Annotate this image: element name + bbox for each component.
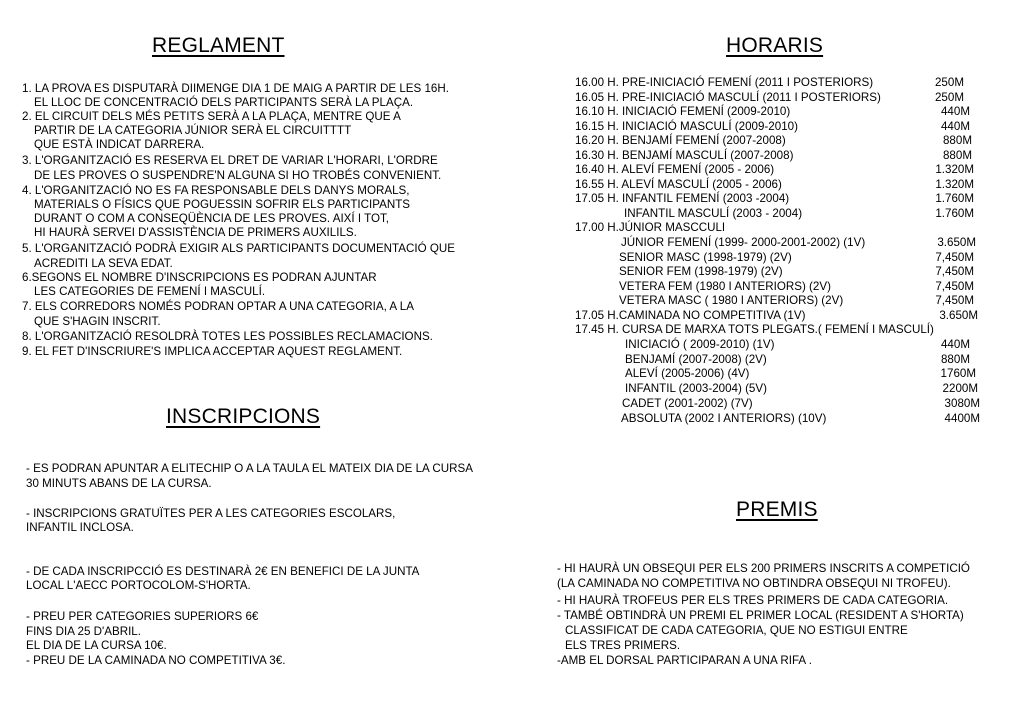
horaris-row-text: SENIOR FEM (1998-1979) (2V) xyxy=(619,265,783,278)
inscripcions-line: FINS DIA 25 D'ABRIL. xyxy=(26,625,141,638)
premis-line: - TAMBÉ OBTINDRÀ UN PREMI EL PRIMER LOCAL (RESIDENT A S'HORTA) xyxy=(557,609,964,622)
horaris-row-text: ALEVÍ (2005-2006) (4V) xyxy=(625,367,750,380)
reglament-line: 2. EL CIRCUIT DELS MÉS PETITS SERÀ A LA PLAÇA, MENTRE QUE A xyxy=(22,110,401,123)
horaris-row-text: VETERA MASC ( 1980 I ANTERIORS) (2V) xyxy=(619,294,844,307)
horaris-row-distance: 3.650M xyxy=(937,236,976,249)
reglament-line: 6.SEGONS EL NOMBRE D'INSCRIPCIONS ES PODRAN AJUNTAR xyxy=(22,271,377,284)
premis-line: (LA CAMINADA NO COMPETITIVA NO OBTINDRA OBSEQUI NI TROFEU). xyxy=(557,577,951,590)
horaris-row-distance: 1.760M xyxy=(935,192,974,205)
premis-title: PREMIS xyxy=(736,498,818,521)
horaris-row-text: JÚNIOR FEMENÍ (1999- 2000-2001-2002) (1V) xyxy=(621,236,866,249)
horaris-row-distance: 4400M xyxy=(944,412,980,425)
horaris-row-distance: 7,450M xyxy=(935,265,974,278)
reglament-line: DE LES PROVES O SUSPENDRE'N ALGUNA SI HO TROBÉS CONVENIENT. xyxy=(34,169,442,182)
horaris-row-text: 16.00 H. PRE-INICIACIÓ FEMENÍ (2011 I POSTERIORS) xyxy=(575,76,874,89)
reglament-line: MATERIALS O FÍSICS QUE POGUESSIN SOFRIR ELS PARTICIPANTS xyxy=(34,198,411,211)
reglament-line: QUE S'HAGIN INSCRIT. xyxy=(34,315,161,328)
reglament-line: PARTIR DE LA CATEGORIA JÚNIOR SERÀ EL CIRCUITTTT xyxy=(34,124,352,137)
horaris-row-distance: 440M xyxy=(940,338,970,351)
horaris-row-text: 16.15 H. INICIACIÓ MASCULÍ (2009-2010) xyxy=(575,120,798,133)
horaris-row-distance: 250M xyxy=(934,76,964,89)
reglament-line: 1. LA PROVA ES DISPUTARÀ DIIMENGE DIA 1 DE MAIG A PARTIR DE LES 16H. xyxy=(22,82,449,95)
horaris-row-distance: 1.760M xyxy=(935,207,974,220)
horaris-row-text: 17.45 H. CURSA DE MARXA TOTS PLEGATS.( FEMENÍ I MASCULÍ) xyxy=(575,323,934,336)
inscripcions-line: EL DIA DE LA CURSA 10€. xyxy=(26,639,167,652)
inscripcions-line: - INSCRIPCIONS GRATUÏTES PER A LES CATEGORIES ESCOLARS, xyxy=(26,507,396,520)
horaris-row-text: SENIOR MASC (1998-1979) (2V) xyxy=(619,251,792,264)
premis-line: ELS TRES PRIMERS. xyxy=(565,639,681,652)
reglament-line: 8. L'ORGANITZACIÓ RESOLDRÀ TOTES LES POSSIBLES RECLAMACIONS. xyxy=(22,330,433,343)
inscripcions-line: 30 MINUTS ABANS DE LA CURSA. xyxy=(26,477,212,490)
inscripcions-title: INSCRIPCIONS xyxy=(166,405,321,428)
horaris-row-text: INFANTIL (2003-2004) (5V) xyxy=(625,382,767,395)
premis-line: -AMB EL DORSAL PARTICIPARAN A UNA RIFA . xyxy=(557,654,812,667)
horaris-row-distance: 7,450M xyxy=(935,280,974,293)
horaris-row-distance: 7,450M xyxy=(935,251,974,264)
horaris-row-distance: 440M xyxy=(940,105,970,118)
horaris-row-distance: 440M xyxy=(940,120,970,133)
inscripcions-line: - PREU DE LA CAMINADA NO COMPETITIVA 3€. xyxy=(26,654,286,667)
horaris-row-text: INICIACIÓ ( 2009-2010) (1V) xyxy=(625,338,775,351)
horaris-row-distance: 1.320M xyxy=(935,178,974,191)
inscripcions-line: - DE CADA INSCRIPCCIÓ ES DESTINARÀ 2€ EN BENEFICI DE LA JUNTA xyxy=(26,565,420,578)
horaris-row-text: VETERA FEM (1980 I ANTERIORS) (2V) xyxy=(619,280,831,293)
reglament-line: LES CATEGORIES DE FEMENÍ I MASCULÍ. xyxy=(34,285,266,298)
horaris-row-text: 16.10 H. INICIACIÓ FEMENÍ (2009-2010) xyxy=(575,105,791,118)
premis-line: - HI HAURÀ TROFEUS PER ELS TRES PRIMERS DE CADA CATEGORIA. xyxy=(557,594,949,607)
horaris-row-text: ABSOLUTA (2002 I ANTERIORS) (10V) xyxy=(621,412,827,425)
horaris-row-text: 17.00 H.JÚNIOR MASCCULI xyxy=(575,221,726,234)
reglament-line: 4. L'ORGANITZACIÓ NO ES FA RESPONSABLE DELS DANYS MORALS, xyxy=(22,184,410,197)
horaris-row-distance: 3080M xyxy=(944,397,980,410)
horaris-row-distance: 2200M xyxy=(942,382,978,395)
horaris-row-distance: 3.650M xyxy=(939,309,978,322)
horaris-row-text: BENJAMÍ (2007-2008) (2V) xyxy=(625,353,767,366)
inscripcions-line: LOCAL L'AECC PORTOCOLOM-S'HORTA. xyxy=(26,579,251,592)
horaris-row-distance: 880M xyxy=(942,134,972,147)
reglament-line: HI HAURÀ SERVEI D'ASSISTÈNCIA DE PRIMERS AUXILILS. xyxy=(34,226,357,239)
premis-line: CLASSIFICAT DE CADA CATEGORIA, QUE NO ESTIGUI ENTRE xyxy=(565,624,908,637)
inscripcions-line: - PREU PER CATEGORIES SUPERIORS 6€ xyxy=(26,610,259,623)
premis-line: - HI HAURÀ UN OBSEQUI PER ELS 200 PRIMERS INSCRITS A COMPETICIÓ xyxy=(557,562,970,575)
reglament-line: 9. EL FET D'INSCRIURE'S IMPLICA ACCEPTAR AQUEST REGLAMENT. xyxy=(22,345,403,358)
horaris-row-text: 16.55 H. ALEVÍ MASCULÍ (2005 - 2006) xyxy=(575,178,782,191)
horaris-row-distance: 250M xyxy=(934,91,964,104)
horaris-row-text: 16.20 H. BENJAMÍ FEMENÍ (2007-2008) xyxy=(575,134,786,147)
horaris-row-distance: 7,450M xyxy=(935,294,974,307)
horaris-row-text: 16.30 H. BENJAMÍ MASCULÍ (2007-2008) xyxy=(575,149,794,162)
horaris-row-text: 17.05 H. INFANTIL FEMENÍ (2003 -2004) xyxy=(575,192,790,205)
horaris-row-text: 16.40 H. ALEVÍ FEMENÍ (2005 - 2006) xyxy=(575,163,775,176)
horaris-title: HORARIS xyxy=(726,34,824,57)
horaris-row-text: 17.05 H.CAMINADA NO COMPETITIVA (1V) xyxy=(575,309,806,322)
reglament-line: EL LLOC DE CONCENTRACIÓ DELS PARTICIPANTS SERÀ LA PLAÇA. xyxy=(34,96,414,109)
reglament-line: 5. L'ORGANITZACIÓ PODRÀ EXIGIR ALS PARTICIPANTS DOCUMENTACIÓ QUE xyxy=(22,242,455,255)
reglament-line: ACREDITI LA SEVA EDAT. xyxy=(34,257,173,270)
horaris-row-distance: 880M xyxy=(940,353,970,366)
inscripcions-line: - ES PODRAN APUNTAR A ELITECHIP O A LA TAULA EL MATEIX DIA DE LA CURSA xyxy=(26,462,473,475)
inscripcions-line: INFANTIL INCLOSA. xyxy=(26,521,134,534)
horaris-row-distance: 1.320M xyxy=(935,163,974,176)
reglament-title: REGLAMENT xyxy=(152,34,285,57)
reglament-line: 3. L'ORGANITZACIÓ ES RESERVA EL DRET DE VARIAR L'HORARI, L'ORDRE xyxy=(22,154,438,167)
horaris-row-distance: 880M xyxy=(942,149,972,162)
reglament-line: QUE ESTÀ INDICAT DARRERA. xyxy=(34,138,205,151)
horaris-row-text: CADET (2001-2002) (7V) xyxy=(622,397,753,410)
horaris-row-text: 16.05 H. PRE-INICIACIÓ MASCULÍ (2011 I POSTERIORS) xyxy=(575,91,881,104)
reglament-line: DURANT O COM A CONSEQÜÈNCIA DE LES PROVES. AIXÍ I TOT, xyxy=(34,212,389,225)
reglament-line: 7. ELS CORREDORS NOMÉS PODRAN OPTAR A UNA CATEGORIA, A LA xyxy=(22,300,414,313)
horaris-row-text: INFANTIL MASCULÍ (2003 - 2004) xyxy=(624,207,803,220)
horaris-row-distance: 1760M xyxy=(940,367,976,380)
